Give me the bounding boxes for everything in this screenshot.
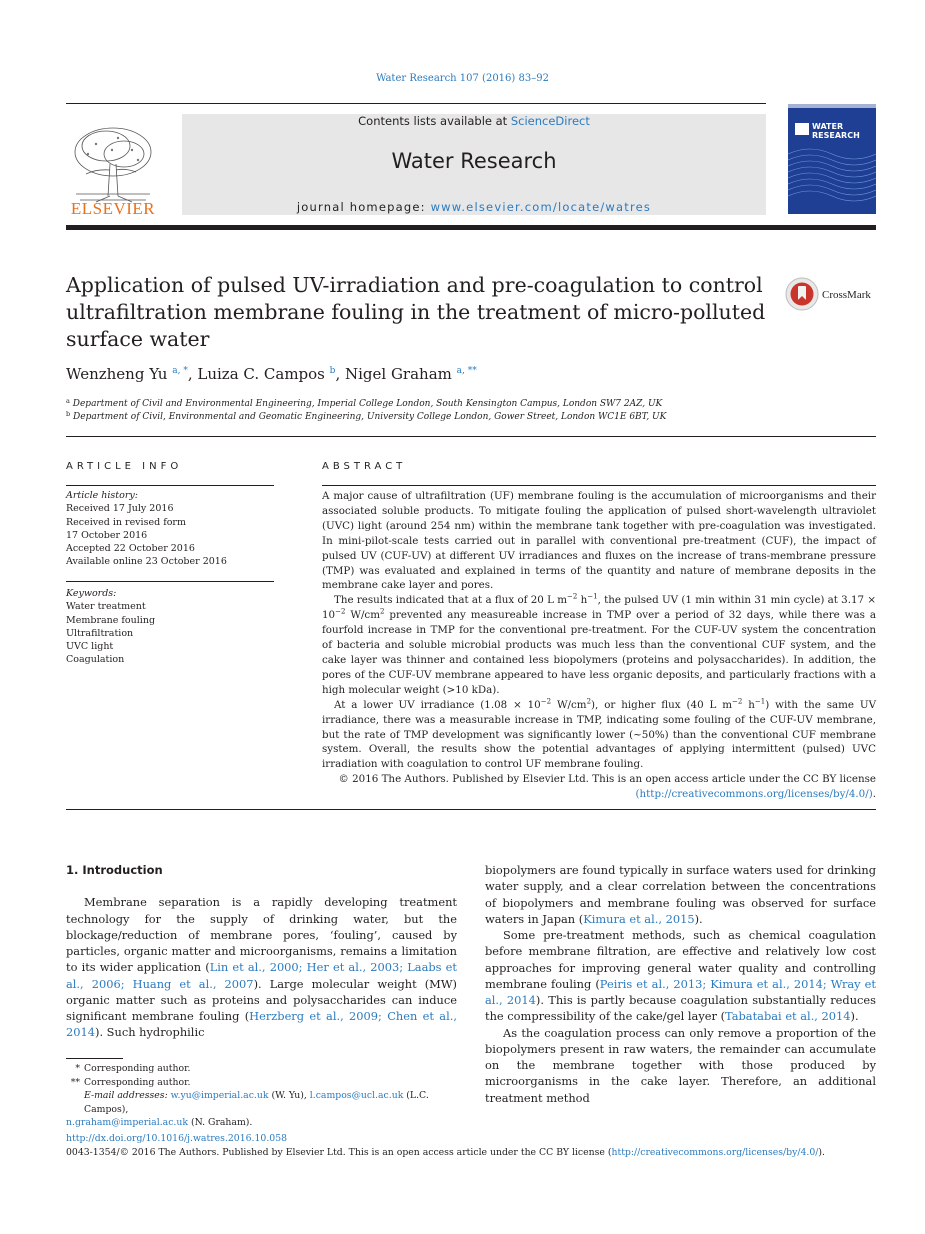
issn-end: ). xyxy=(818,1146,825,1158)
abstract-text: At a lower UV irradiance (1.08 × 10 xyxy=(334,698,541,711)
body-column-right xyxy=(485,862,876,1106)
keyword-item: Membrane fouling xyxy=(66,614,156,626)
author-name[interactable]: Nigel Graham xyxy=(344,365,452,383)
body-text: ). xyxy=(850,1009,859,1024)
license-link[interactable]: http://creativecommons.org/licenses/by/4.0/ xyxy=(611,1146,819,1158)
author-list: Wenzheng Yu $^{a, *}$, Luiza C. Campos $^b$, Nigel Graham $^{a, **}$ xyxy=(66,365,477,383)
iwa-badge-icon xyxy=(795,123,809,135)
homepage-prefix: journal homepage: xyxy=(296,200,431,214)
contents-prefix: Contents lists available at xyxy=(358,114,511,128)
header-thick-rule xyxy=(66,225,876,230)
footnote-text: Corresponding author. xyxy=(84,1063,191,1074)
reference-link[interactable]: Kimura et al., 2015 xyxy=(583,911,695,926)
body-paragraph xyxy=(485,862,876,927)
abstract-text: ), or higher flux (40 L m xyxy=(591,698,733,711)
journal-cover-image xyxy=(788,104,876,214)
cover-title-line1: WATER xyxy=(812,122,844,131)
abstract-text: The results indicated that at a flux of 20 L m xyxy=(334,594,567,607)
keywords-label: Keywords: xyxy=(66,588,117,599)
history-item: Accepted 22 October 2016 xyxy=(66,543,195,555)
cover-art-icon xyxy=(788,104,876,214)
abstract-paragraph xyxy=(322,593,876,697)
author-marks[interactable]: a, * xyxy=(172,366,188,376)
history-item: Received 17 July 2016 xyxy=(66,503,174,515)
homepage-line xyxy=(182,200,766,214)
keyword-item: Water treatment xyxy=(66,601,146,613)
article-info-heading: ARTICLE INFO xyxy=(66,461,183,472)
email-link[interactable]: l.campos@ucl.ac.uk xyxy=(309,1090,404,1101)
history-item: Received in revised form xyxy=(66,516,186,528)
superscript: −2 xyxy=(732,697,743,706)
history-item: 17 October 2016 xyxy=(66,529,148,541)
footnote xyxy=(66,1076,457,1090)
email-link[interactable]: n.graham@imperial.ac.uk xyxy=(66,1117,188,1128)
affiliation-text: Department of Civil and Environmental Engineering, Imperial College London, South Kensington Campus, London SW7 2AZ, UK xyxy=(72,399,663,409)
bottom-meta xyxy=(66,1132,876,1159)
body-text: Membrane separation is a rapidly developing treatment technology for the supply of drinking water, but the blockage/reduction of membrane pores, ‘fouling’, caused by particles, organic matter and microorganisms, remains a limitation to its wider application ( xyxy=(66,895,457,975)
license-text: © 2016 The Authors. Published by Elsevier Ltd. This is an open access article under the CC BY license xyxy=(338,773,876,786)
abstract-paragraph xyxy=(322,698,876,773)
footnote xyxy=(66,1062,457,1076)
affiliation xyxy=(66,410,666,422)
affiliation-mark: a xyxy=(66,397,70,405)
footnotes xyxy=(66,1062,457,1130)
body-paragraph xyxy=(66,894,457,1040)
homepage-link[interactable]: www.elsevier.com/locate/watres xyxy=(430,200,652,214)
section-rule xyxy=(66,436,876,437)
abstract-text: W/cm xyxy=(551,698,587,711)
issn-text: 0043-1354/© 2016 The Authors. Published by Elsevier Ltd. This is an open access article under the CC BY license ( xyxy=(66,1146,612,1158)
affiliation xyxy=(66,397,662,409)
sciencedirect-link[interactable]: ScienceDirect xyxy=(510,114,590,128)
history-label: Article history: xyxy=(66,490,138,501)
body-text: Some pre-treatment methods, such as chemical coagulation before membrane filtration, are effective and relatively low cost approaches for improving general water quality and controlling membrane fouling ( xyxy=(485,928,876,991)
body-column-left xyxy=(66,862,457,1052)
abstract-text: W/cm xyxy=(345,609,380,622)
cover-title xyxy=(812,122,860,140)
reference-link[interactable]: Lin et al., 2000; Her et al., 2003; Laabs et al., 2006; Huang et al., 2007 xyxy=(66,960,457,991)
body-paragraph: As the coagulation process can only remove a proportion of the biopolymers present in raw waters, the remainder can accumulate on the membrane together with those produced by microorganisms in the cake layer. Therefore, an additional treatment method xyxy=(485,1025,876,1105)
body-text: ). Such hydrophilic xyxy=(95,1025,205,1040)
doi-link[interactable]: http://dx.doi.org/10.1016/j.watres.2016.10.058 xyxy=(66,1133,288,1144)
superscript: −2 xyxy=(335,607,346,616)
author-marks[interactable]: a, ** xyxy=(456,366,477,376)
superscript: 2 xyxy=(379,607,385,616)
superscript: −1 xyxy=(587,592,598,601)
journal-title: Water Research xyxy=(391,149,557,173)
contents-line xyxy=(182,114,766,128)
reference-link[interactable]: Peiris et al., 2013; Kimura et al., 2014; Wray et al., 2014 xyxy=(485,976,876,1007)
footnote-rule xyxy=(66,1058,123,1059)
abstract-heading: ABSTRACT xyxy=(322,461,407,472)
reference-link[interactable]: Tabatabai et al., 2014 xyxy=(725,1009,851,1024)
license-statement xyxy=(322,772,876,802)
abstract-paragraph: A major cause of ultrafiltration (UF) membrane fouling is the accumulation of microorganisms and their associated soluble products. To mitigate fouling the application of pulsed short-wavelength ultraviolet (UVC) light (around 254 nm) within the membrane tank together with pre-coagulation was investigated. In mini-pilot-scale tests carried out in parallel with conventional pre-treatment (CUF), the impact of pulsed UV (CUF-UV) at different UV irradiances and fluxes on the increase of trans-membrane pressure (TMP) was evaluated and explained in terms of the quantity and nature of membrane deposits in the membrane cake layer and pores. xyxy=(322,490,876,592)
author-name[interactable]: Wenzheng Yu xyxy=(66,365,168,383)
footnote-text: Corresponding author. xyxy=(84,1076,191,1088)
email-owner: (W. Yu), xyxy=(268,1090,310,1101)
affiliation-text: Department of Civil, Environmental and Geomatic Engineering, University College London, Gower Street, London WC1E 6BT, UK xyxy=(73,412,667,422)
abstract-body xyxy=(322,489,876,802)
header-rule xyxy=(66,103,766,104)
keywords-rule xyxy=(66,581,274,582)
section-heading-introduction: 1. Introduction xyxy=(66,863,163,877)
crossmark-icon[interactable] xyxy=(785,277,819,311)
article-history xyxy=(66,489,274,569)
issn-line xyxy=(66,1146,876,1160)
history-item: Available online 23 October 2016 xyxy=(66,556,227,568)
abstract-text: , the pulsed UV (1 min within 31 min cycle) at 3.17 × 10 xyxy=(322,594,877,622)
body-text: ). This is partly because coagulation substantially reduces the compressibility of the cake/gel layer ( xyxy=(485,993,876,1024)
superscript: −1 xyxy=(754,697,766,706)
abstract-text: h xyxy=(577,594,588,607)
keyword-item: Ultrafiltration xyxy=(66,627,134,639)
email-footnote xyxy=(66,1089,457,1116)
crossmark-label[interactable]: CrossMark xyxy=(822,289,871,301)
abstract-bottom-rule xyxy=(66,809,876,810)
abstract-text: prevented any measureable increase in TMP over a period of 32 days, while there was a fourfold increase in TMP for the conventional pre-treatment. For the CUF-UV system the concentration of bacteria and soluble microbial products was much less than the conventional CUF system, and the cake layer was thinner and contained less biopolymers (proteins and polysaccharides). In addition, the pores of the CUF-UV membrane appeared to have less organic deposits, and particularly fractions with a high molecular weight (>10 kDa). xyxy=(322,609,876,696)
author-marks[interactable]: b xyxy=(329,366,336,376)
email-link[interactable]: w.yu@imperial.ac.uk xyxy=(170,1090,269,1101)
keyword-item: Coagulation xyxy=(66,654,125,666)
keywords xyxy=(66,587,274,667)
author-name[interactable]: Luiza C. Campos xyxy=(197,365,325,383)
abstract-text: h xyxy=(742,698,755,711)
keyword-item: UVC light xyxy=(66,641,114,653)
body-text: biopolymers are found typically in surface waters used for drinking water supply, and a clear correlation between the concentrations of biopolymers and membrane fouling was observed for surface waters in Japan ( xyxy=(485,863,876,926)
reference-link[interactable]: Herzberg et al., 2009; Chen et al., 2014 xyxy=(66,1009,457,1040)
elsevier-wordmark: ELSEVIER xyxy=(70,199,156,218)
abstract-rule xyxy=(322,485,876,486)
superscript: −2 xyxy=(540,697,552,706)
email-footnote-cont xyxy=(66,1116,457,1130)
email-owner: (L.C. Campos), xyxy=(84,1090,429,1115)
superscript: 2 xyxy=(586,697,592,706)
body-text: ). Large molecular weight (MW) organic matter such as proteins and polysaccharides can induce significant membrane fouling ( xyxy=(66,976,457,1023)
affiliation-mark: b xyxy=(66,410,71,418)
article-title: Application of pulsed UV-irradiation and pre-coagulation to control ultrafiltration membrane fouling in the treatment of micro-polluted surface water xyxy=(66,273,766,351)
footnote-mark: ** xyxy=(70,1076,80,1088)
article-info-rule xyxy=(66,485,274,486)
email-owner: (N. Graham). xyxy=(187,1117,253,1128)
journal-citation[interactable]: Water Research 107 (2016) 83–92 xyxy=(376,73,549,84)
license-end: . xyxy=(872,788,876,801)
email-label: E-mail addresses: xyxy=(84,1090,168,1101)
body-paragraph xyxy=(485,927,876,1025)
body-text: ). xyxy=(694,911,703,926)
superscript: −2 xyxy=(567,592,578,601)
cover-title-line2: RESEARCH xyxy=(812,131,860,140)
footnote-mark: * xyxy=(75,1063,80,1074)
abstract-text: ) with the same UV irradiance, there was a measurable increase in TMP, indicating some fouling of the CUF-UV membrane, but the rate of TMP development was significantly lower (~50%) than the conventional CUF membrane system. Overall, the results show the potential advantages of applying intermittent (pulsed) UVC irradiation with coagulation to control UF membrane fouling. xyxy=(322,698,877,771)
license-link[interactable]: (http://creativecommons.org/licenses/by/4.0/) xyxy=(635,788,873,801)
